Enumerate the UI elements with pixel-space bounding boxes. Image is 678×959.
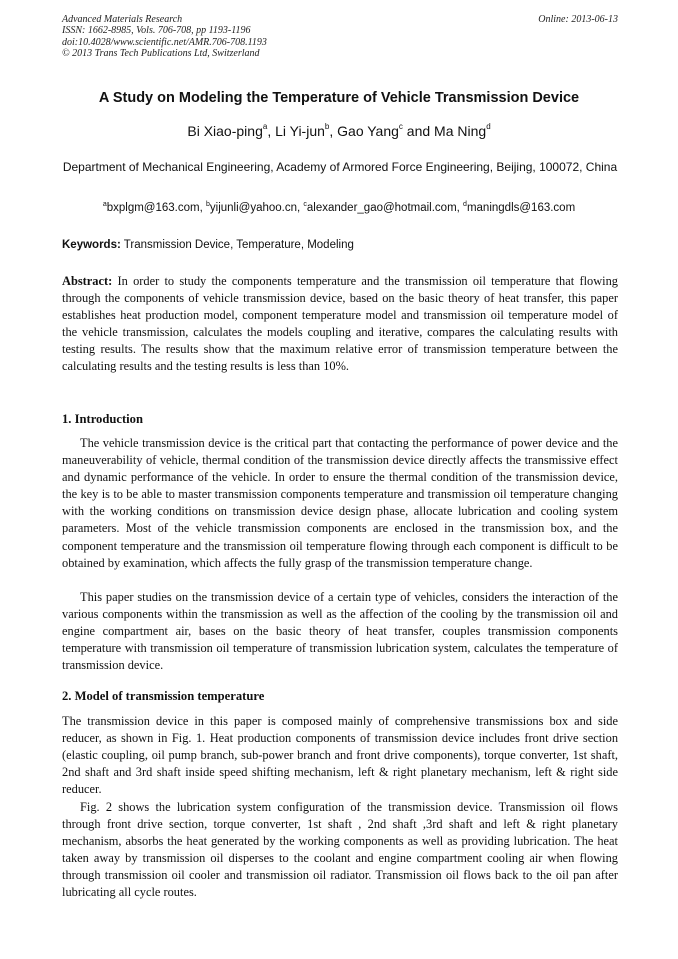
- journal-name: Advanced Materials Research: [62, 14, 183, 25]
- email-sep: ,: [297, 201, 304, 214]
- paragraph-text: device design phase, allocate lubrication and cooling system parameters. Most of the vehicle: [62, 504, 618, 536]
- email-address: yijunli@yahoo.cn: [209, 201, 297, 214]
- abstract: [62, 273, 618, 376]
- author-sep: ,: [329, 123, 338, 139]
- paragraph-text: lubrication. The heat taken away by transmission oil disperses to the coolant and engine compartment: [62, 834, 618, 866]
- author-sep: ,: [267, 123, 276, 139]
- intro-paragraph-2: [62, 589, 618, 674]
- paragraph-text: interaction of the various components within the transmission as well as the affection of the cooling: [62, 590, 618, 622]
- paragraph-text: The transmission device in this paper is composed mainly of comprehensive transmissions box and: [62, 714, 592, 728]
- email-sup: b: [205, 201, 210, 208]
- paragraph-text: drive section (elastic coupling, oil pump branch, sub-power branch and front drive components),: [62, 731, 619, 763]
- author-sep: and: [402, 123, 435, 139]
- abstract-text: relative error of transmission temperature between the calculating results and the testing results is less: [62, 342, 618, 374]
- paragraph-text: Fig. 2 shows the lubrication system configuration of the transmission device. Transmission oil: [80, 800, 585, 814]
- paragraph-text: system, calculates the temperature of transmission device.: [62, 641, 618, 673]
- email-sep: ,: [456, 201, 464, 214]
- section-heading-model: 2. Model of transmission temperature: [62, 689, 265, 703]
- author-sup: d: [486, 122, 491, 132]
- issn-line: ISSN: 1662-8985, Vols. 706-708, pp 1193-1196: [62, 25, 251, 37]
- paragraph-text: cooling air when flowing through transmission oil cooler and transmission oil radiator. Transmission: [62, 851, 618, 883]
- email-sup: c: [303, 201, 307, 208]
- model-paragraph-2: [62, 799, 618, 902]
- doi-line: doi:10.4028/www.scientific.net/AMR.706-708.1193: [62, 36, 267, 48]
- paragraph-text: transmission components are enclosed in the transmission box, and the component temperature and: [62, 521, 618, 553]
- paragraph-text: by the transmission oil and engine compartment air, bases on the basic theory of heat transfer, couples: [62, 607, 618, 639]
- paragraph-text: affects the transmissive effect and dynamic performance of the vehicle. In order to ensure the thermal: [62, 453, 619, 485]
- abstract-text: In order to study the components temperature and the transmission oil temperature that: [112, 274, 575, 288]
- intro-paragraph-1: [62, 435, 618, 572]
- paragraph-text: planetary mechanism, left & right side reducer.: [62, 765, 618, 797]
- abstract-text: transmission oil temperature model of the vehicle transmission, calculates the models coupling and: [62, 308, 618, 340]
- author-name: Li Yi-jun: [275, 123, 325, 139]
- paper-title: A Study on Modeling the Temperature of Vehicle Transmission Device: [98, 90, 580, 106]
- paragraph-text: transmission components temperature with transmission oil temperature of transmission lubrication: [62, 624, 618, 656]
- paragraph-text: torque converter, 1st shaft, 2nd shaft and 3rd shaft inside speed shifting mechanism, left & right: [62, 748, 618, 780]
- paragraph-text: condition of the transmission device, the key is to be able to master transmission components: [62, 470, 618, 502]
- model-paragraph-1: [62, 713, 618, 798]
- email-sep: ,: [199, 201, 206, 214]
- paragraph-text: examination, which affects the fully grasp of the transmission temperature change.: [123, 555, 533, 570]
- abstract-text: than 10%.: [298, 359, 350, 374]
- author-sup: c: [398, 122, 403, 132]
- abstract-text: transfer, this paper establishes heat production model, component temperature model and: [62, 291, 618, 323]
- author-sup: a: [262, 122, 268, 132]
- email-address: alexander_gao@hotmail.com: [306, 201, 457, 214]
- author-sup: b: [324, 122, 330, 132]
- online-date: Online: 2013-06-13: [538, 14, 618, 25]
- paragraph-text: oil flows back to the oil pan after lubricating all cycle routes.: [62, 868, 618, 900]
- affiliation: Department of Mechanical Engineering, Academy of Armored Force Engineering, Beijing, 100072, China: [62, 160, 618, 174]
- abstract-label: Abstract:: [62, 274, 113, 288]
- paragraph-text: flows through front drive section, torque converter, 1st shaft , 2nd shaft ,3rd shaft and left & right: [62, 800, 618, 832]
- paragraph-text: the transmission oil temperature flowing through each component is difficult to be obtained by: [62, 538, 618, 570]
- paragraph-text: The vehicle transmission device is the critical part that contacting the performance of power: [80, 436, 543, 450]
- paragraph-text: temperature and transmission oil temperature changing with the working conditions on transmission: [62, 487, 619, 519]
- email-sup: a: [102, 201, 107, 208]
- keywords-text: Transmission Device, Temperature, Modeling: [120, 239, 354, 251]
- email-sup: d: [463, 201, 467, 208]
- copyright-line: © 2013 Trans Tech Publications Ltd, Switzerland: [62, 48, 260, 60]
- email-list: [0, 201, 678, 214]
- paragraph-text: side reducer, as shown in Fig. 1. Heat production components of transmission device includes front: [62, 714, 618, 746]
- author-name: Bi Xiao-ping: [187, 123, 263, 139]
- email-address: maningdls@163.com: [466, 201, 576, 214]
- journal-header: [62, 14, 618, 60]
- author-name: Gao Yang: [337, 123, 399, 139]
- abstract-text: flowing through the components of vehicle transmission device, based on the basic theory of heat: [62, 274, 618, 306]
- keywords-label: Keywords:: [62, 239, 121, 251]
- email-address: bxplgm@163.com: [106, 201, 200, 214]
- author-list: [0, 123, 678, 139]
- paragraph-text: device and the maneuverability of vehicle, thermal condition of the transmission device directly: [62, 436, 618, 468]
- keywords: [62, 239, 618, 251]
- section-heading-introduction: 1. Introduction: [62, 412, 143, 426]
- paragraph-text: This paper studies on the transmission device of a certain type of vehicles, considers the: [80, 590, 528, 604]
- paragraph-text: planetary mechanism, absorbs the heat generated by the working components as well as providing: [62, 817, 618, 849]
- author-name: Ma Ning: [434, 123, 487, 139]
- abstract-text: iterative, compares the calculating results with testing results. The results show that the maximum: [62, 325, 618, 357]
